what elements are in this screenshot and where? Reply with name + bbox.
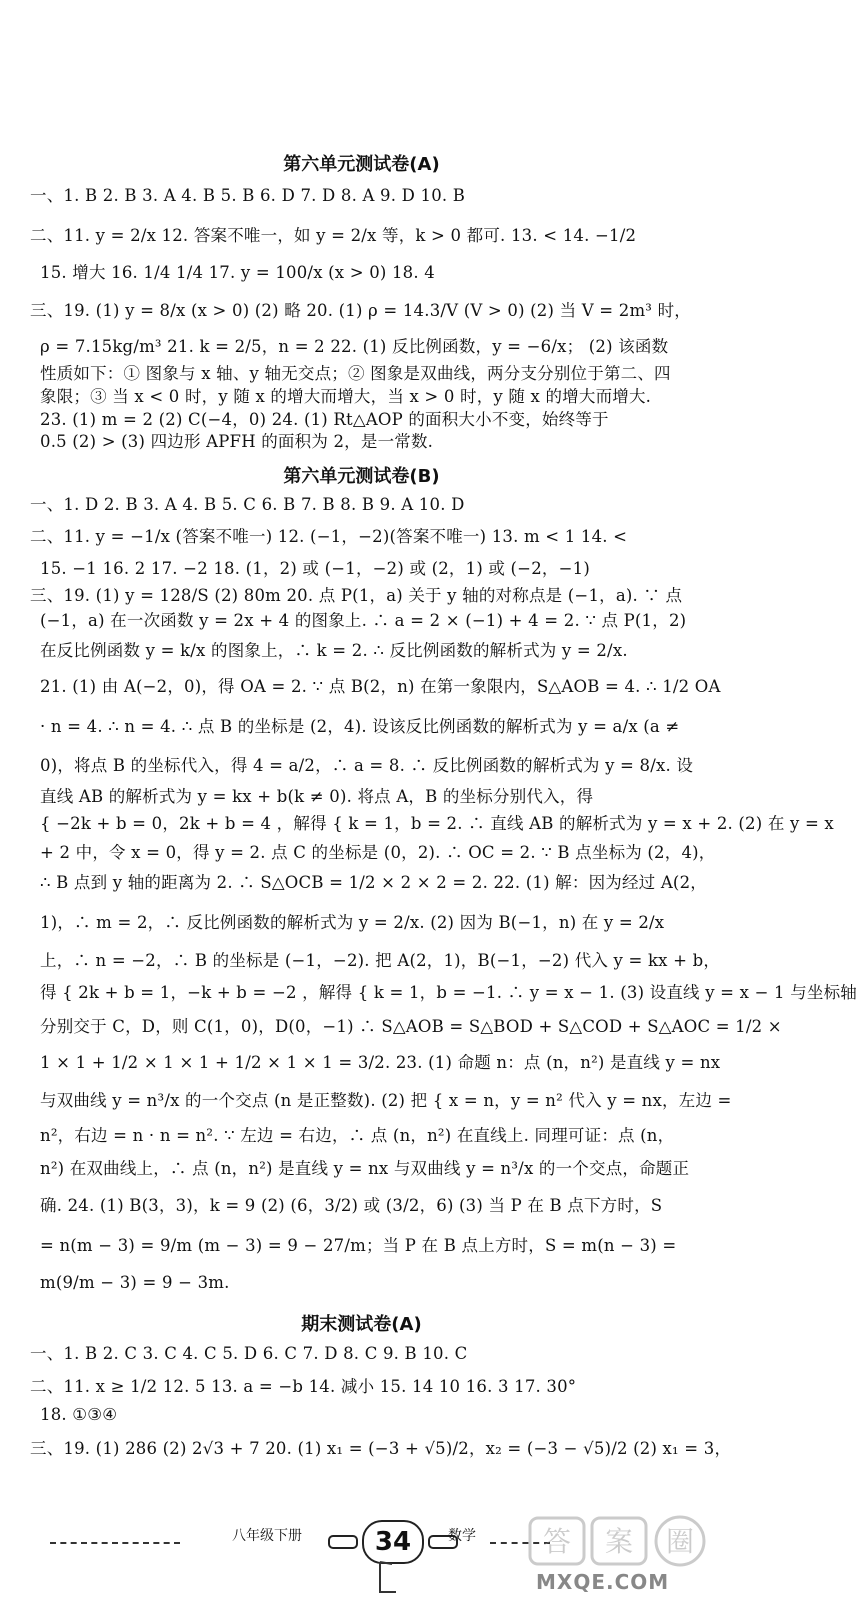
footer-divider-left <box>50 1542 180 1544</box>
watermark-char: 圈 <box>665 1525 695 1558</box>
answer-line: 23. (1) m = 2 (2) C(−4，0) 24. (1) Rt△AOP 的面积大小不变，始终等于 <box>40 410 609 429</box>
answer-line: 性质如下：① 图象与 x 轴、y 轴无交点；② 图象是双曲线，两分支分别位于第二、四 <box>40 364 671 383</box>
watermark-char: 答 <box>542 1525 572 1558</box>
answer-line: 一、1. B 2. C 3. C 4. C 5. D 6. C 7. D 8. C 9. B 10. C <box>30 1344 468 1363</box>
answer-line: 18. ①③④ <box>40 1405 118 1424</box>
answer-line: 15. −1 16. 2 17. −2 18. (1，2) 或 (−1，−2) 或 (2，1) 或 (−2，−1) <box>40 559 590 578</box>
answer-line: 21. (1) 由 A(−2，0)，得 OA = 2. ∵ 点 B(2，n) 在第一象限内，S△AOB = 4. ∴ 1/2 OA <box>40 677 721 696</box>
answer-line: 象限；③ 当 x < 0 时，y 随 x 的增大而增大，当 x > 0 时，y 随 x 的增大而增大. <box>40 387 652 406</box>
answer-line: 三、19. (1) y = 128/S (2) 80m 20. 点 P(1，a) 关于 y 轴的对称点是 (−1，a). ∵ 点 <box>30 586 683 605</box>
answer-line: 15. 增大 16. 1/4 1/4 17. y = 100/x (x > 0) 18. 4 <box>40 263 435 282</box>
answer-line: 三、19. (1) 286 (2) 2√3 + 7 20. (1) x₁ = (−3 + √5)/2，x₂ = (−3 − √5)/2 (2) x₁ = 3， <box>30 1439 732 1458</box>
ornament-left-icon <box>328 1535 358 1549</box>
answer-line: ∴ B 点到 y 轴的距离为 2. ∴ S△OCB = 1/2 × 2 × 2 = 2. 22. (1) 解：因为经过 A(2， <box>40 873 707 892</box>
answer-line: 0)，将点 B 的坐标代入，得 4 = a/2，∴ a = 8. ∴ 反比例函数的解析式为 y = 8/x. 设 <box>40 756 694 775</box>
answer-line: 一、1. D 2. B 3. A 4. B 5. C 6. B 7. B 8. B 9. A 10. D <box>30 495 465 514</box>
answer-line: m(9/m − 3) = 9 − 3m. <box>40 1273 230 1292</box>
answer-line: 二、11. y = 2/x 12. 答案不唯一，如 y = 2/x 等，k > 0 都可. 13. < 14. −1/2 <box>30 226 637 245</box>
answer-line: 与双曲线 y = n³/x 的一个交点 (n 是正整数). (2) 把 { x = n，y = n² 代入 y = nx，左边 = <box>40 1091 732 1110</box>
answer-line: 0.5 (2) > (3) 四边形 APFH 的面积为 2，是一常数. <box>40 432 434 451</box>
answer-line: 确. 24. (1) B(3，3)，k = 9 (2) (6，3/2) 或 (3/2，6) (3) 当 P 在 B 点下方时，S <box>40 1196 663 1215</box>
answer-line: = n(m − 3) = 9/m (m − 3) = 9 − 27/m；当 P 在 B 点上方时，S = m(n − 3) = <box>40 1236 677 1255</box>
answer-line: 上，∴ n = −2，∴ B 的坐标是 (−1，−2). 把 A(2，1)，B(−1，−2) 代入 y = kx + b， <box>40 951 721 970</box>
answer-line: { −2k + b = 0，2k + b = 4 ，解得 { k = 1，b = 2. ∴ 直线 AB 的解析式为 y = x + 2. (2) 在 y = x <box>40 814 834 833</box>
watermark-brand: MXQE.COM <box>536 1570 670 1594</box>
section-title-unit6-b: 第六单元测试卷(B) <box>283 466 440 487</box>
answer-line: 一、1. B 2. B 3. A 4. B 5. B 6. D 7. D 8. A 9. D 10. B <box>30 186 466 205</box>
answer-line: 三、19. (1) y = 8/x (x > 0) (2) 略 20. (1) ρ = 14.3/V (V > 0) (2) 当 V = 2m³ 时， <box>30 301 691 320</box>
answer-line: 1)，∴ m = 2，∴ 反比例函数的解析式为 y = 2/x. (2) 因为 B(−1，n) 在 y = 2/x <box>40 913 665 932</box>
answer-line: n²，右边 = n · n = n². ∵ 左边 = 右边，∴ 点 (n，n²) 在直线上. 同理可证：点 (n， <box>40 1126 675 1145</box>
page-footer <box>50 1520 550 1564</box>
answer-line: 二、11. y = −1/x (答案不唯一) 12. (−1，−2)(答案不唯一) 13. m < 1 14. < <box>30 527 628 546</box>
handwritten-mark-icon <box>372 1558 402 1598</box>
grade-label: 八年级下册 <box>232 1528 302 1544</box>
answer-line: 得 { 2k + b = 1，−k + b = −2 ，解得 { k = 1，b = −1. ∴ y = x − 1. (3) 设直线 y = x − 1 与坐标轴 <box>40 983 857 1002</box>
answer-line: + 2 中，令 x = 0，得 y = 2. 点 C 的坐标是 (0，2). ∴ OC = 2. ∵ B 点坐标为 (2，4)， <box>40 843 716 862</box>
answer-line: 分别交于 C，D，则 C(1，0)，D(0，−1) ∴ S△AOB = S△BOD + S△COD + S△AOC = 1/2 × <box>40 1017 782 1036</box>
answer-line: 二、11. x ≥ 1/2 12. 5 13. a = −b 14. 减小 15. 14 10 16. 3 17. 30° <box>30 1377 577 1396</box>
page-number: 34 <box>362 1520 424 1564</box>
answer-line: 直线 AB 的解析式为 y = kx + b(k ≠ 0). 将点 A，B 的坐标分别代入，得 <box>40 787 594 806</box>
answer-line: ρ = 7.15kg/m³ 21. k = 2/5，n = 2 22. (1) 反比例函数，y = −6/x； (2) 该函数 <box>40 337 669 356</box>
answer-line: n²) 在双曲线上，∴ 点 (n，n²) 是直线 y = nx 与双曲线 y = n³/x 的一个交点，命题正 <box>40 1159 690 1178</box>
subject-label: 数学 <box>448 1528 476 1544</box>
answer-line: · n = 4. ∴ n = 4. ∴ 点 B 的坐标是 (2，4). 设该反比例函数的解析式为 y = a/x (a ≠ <box>40 717 680 736</box>
section-title-final-a: 期末测试卷(A) <box>301 1314 422 1335</box>
section-title-unit6-a: 第六单元测试卷(A) <box>283 154 440 175</box>
answer-line: 在反比例函数 y = k/x 的图象上，∴ k = 2. ∴ 反比例函数的解析式为 y = 2/x. <box>40 641 628 660</box>
answer-line: 1 × 1 + 1/2 × 1 × 1 + 1/2 × 1 × 1 = 3/2. 23. (1) 命题 n：点 (n，n²) 是直线 y = nx <box>40 1053 721 1072</box>
watermark-char: 案 <box>604 1525 634 1558</box>
answer-line: (−1，a) 在一次函数 y = 2x + 4 的图象上. ∴ a = 2 × (−1) + 4 = 2. ∵ 点 P(1，2) <box>40 611 687 630</box>
